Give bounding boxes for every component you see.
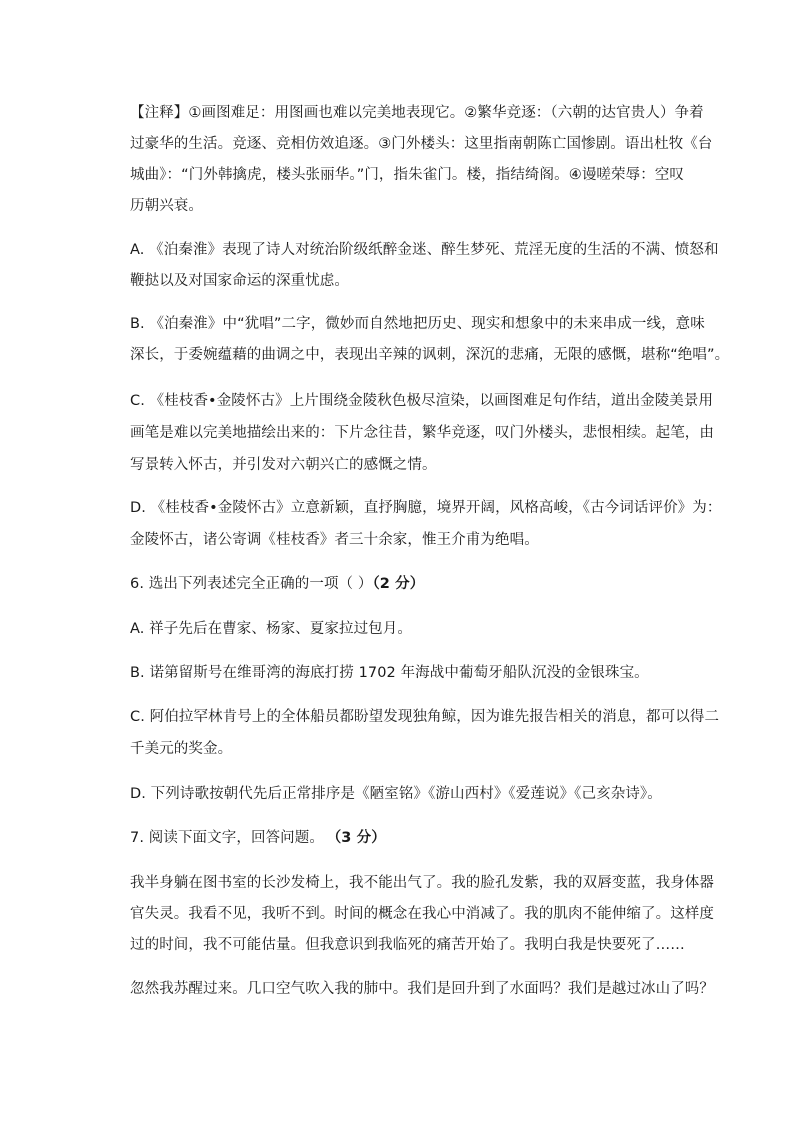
question-7-stem xyxy=(130,828,720,848)
passage-line: 过的时间，我不可能估量。但我意识到我临死的痛苦开始了。我明白我是快要死了…… xyxy=(130,937,685,953)
question-6-stem xyxy=(130,574,720,594)
option-c-line: 画笔是难以完美地描绘出来的：下片念往昔，繁华竞逐，叹门外楼头，悲恨相续。起笔，由 xyxy=(130,425,714,441)
question-6-option-c: C. 阿伯拉罕林肯号上的全体船员都盼望发现独角鲸，因为谁先报告相关的消息，都可以得二 xyxy=(130,709,720,725)
passage-line: 忽然我苏醒过来。几口空气吹入我的肺中。我们是回升到了水面吗？我们是越过冰山了吗？ xyxy=(130,981,714,997)
option-c-line: C. 《桂枝香•金陵怀古》上片围绕金陵秋色极尽渲染，以画图难足句作结，道出金陵美景用 xyxy=(130,393,714,409)
question-6-option-b: B. 诺第留斯号在维哥湾的海底打捞 1702 年海战中葡萄牙船队沉没的金银珠宝。 xyxy=(130,665,649,681)
option-a-line: 鞭挞以及对国家命运的深重忧虑。 xyxy=(130,273,349,289)
notes-line: 城曲》：“门外韩擒虎，楼头张丽华。”门，指朱雀门。楼，指结绮阁。④谩嗟荣辱：空叹 xyxy=(130,167,685,183)
passage-line: 官失灵。我看不见，我听不到。时间的概念在我心中消减了。我的肌肉不能伸缩了。这样度 xyxy=(130,906,714,922)
notes-line: 历朝兴衰。 xyxy=(130,198,203,214)
question-6-option-d: D. 下列诗歌按朝代先后正常排序是《陋室铭》《游山西村》《爱莲说》《己亥杂诗》。 xyxy=(130,786,662,802)
question-6-option-c: 千美元的奖金。 xyxy=(130,741,233,757)
option-d-line: D. 《桂枝香•金陵怀古》立意新颖，直抒胸臆，境界开阔，风格高峻，《古今词话评价》为： xyxy=(130,500,722,516)
option-a-line: A. 《泊秦淮》表现了诗人对统治阶级纸醉金迷、醉生梦死、荒淫无度的生活的不满、愤怒和 xyxy=(130,242,719,258)
option-b-line: B. 《泊秦淮》中“犹唱”二字，微妙而自然地把历史、现实和想象中的未来串成一线，意味 xyxy=(130,316,705,332)
notes-line: 【注释】①画图难足：用图画也难以完美地表现它。②繁华竞逐：（六朝的达官贵人）争着 xyxy=(130,105,704,121)
passage-line: 我半身躺在图书室的长沙发椅上，我不能出气了。我的脸孔发紫，我的双唇变蓝，我身体器 xyxy=(130,875,714,891)
notes-line: 过豪华的生活。竞逐、竞相仿效追逐。③门外楼头：这里指南朝陈亡国惨剧。语出杜牧《台 xyxy=(130,136,713,152)
option-b-line: 深长，于委婉蕴藉的曲调之中，表现出辛辣的讽刺，深沉的悲痛，无限的感慨，堪称“绝唱”。 xyxy=(130,347,730,363)
question-6-score: （2 分） xyxy=(372,576,425,592)
question-7-score: （3 分） xyxy=(333,830,386,846)
question-6-option-a: A. 祥子先后在曹家、杨家、夏家拉过包月。 xyxy=(130,621,412,637)
question-6-text: 6. 选出下列表述完全正确的一项（ ） xyxy=(130,576,373,592)
option-c-line: 写景转入怀古，并引发对六朝兴亡的感慨之情。 xyxy=(130,457,437,473)
question-7-text: 7. 阅读下面文字，回答问题。 xyxy=(130,830,324,846)
option-d-line: 金陵怀古，诸公寄调《桂枝香》者三十余家，惟王介甫为绝唱。 xyxy=(130,532,539,548)
